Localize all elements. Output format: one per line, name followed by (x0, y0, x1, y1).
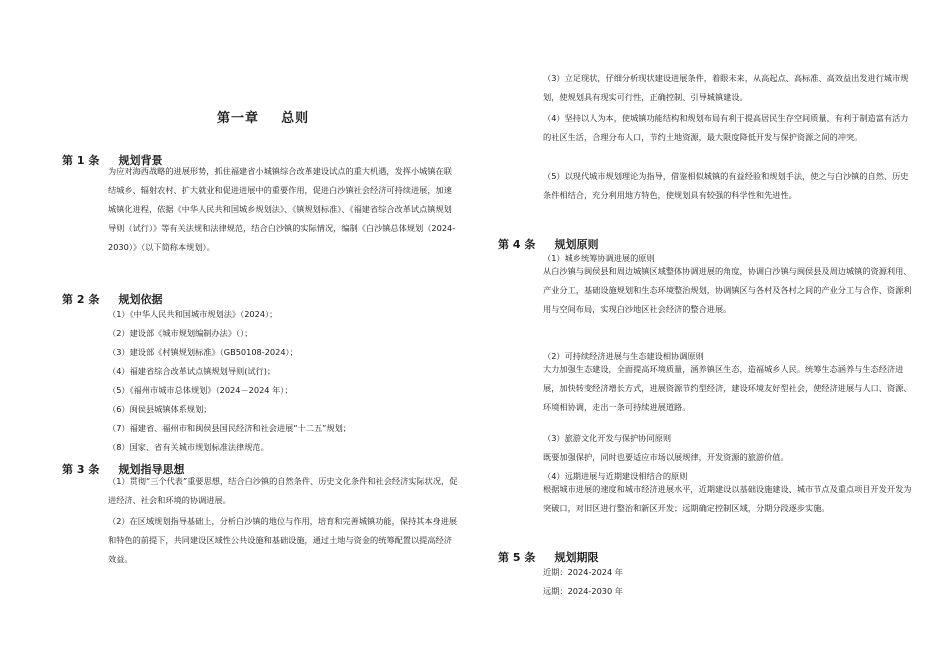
article-1-title: 第 1 条 规划背景 (62, 154, 163, 167)
article-3-title: 第 3 条 规划指导思想 (62, 463, 185, 476)
principle-heading: （1）城乡统筹协调进展的原则 (543, 253, 655, 263)
basis-item: （1）《中华人民共和国城市规划法》（2024）； (108, 309, 278, 319)
principle-text: 大力加强生态建设，全面提高环境质量，涵养镇区生态，造福城乡人民。统筹生态涵养与生态经济进展，加快转变经济增长方式，进展资源节约型经济，建设环境友好型社会，使经济进展与人口、资源、环境相协调，走出一条可持续进展道路。 (543, 364, 912, 412)
basis-item: （8）国家、省有关城市规划标准法律规范。 (108, 442, 269, 452)
basis-item: （6）闽侯县城镇体系规划； (108, 404, 212, 414)
basis-item: （5）《福州市城市总体规划》（2024－2024 年）； (108, 385, 293, 395)
principle-text: 根据城市进展的速度和城市经济进展水平，近期建设以基础设施建设、城市节点及重点项目开发开发为突破口，对旧区进行整治和新区开发；远期确定控制区域，分期分段逐步实施。 (543, 484, 912, 513)
long-term-period: 远期：2024-2030 年 (543, 586, 623, 596)
principle-heading: （4）远期进展与近期建设相结合的原则 (543, 471, 688, 481)
principle-text: 从白沙镇与闽侯县和周边城镇区域整体协调进展的角度，协调白沙镇与闽侯县及周边城镇的资源利用、产业分工，基础设施规划和生态环境整治规划，协调镇区与各村及各村之间的产业分工与合作、资源利用与空间布局，实现白沙地区社会经济的整合进展。 (543, 266, 912, 314)
article-1-text: 为应对海西战略的进展形势，抓住福建省小城镇综合改革建设试点的重大机遇，发挥小城镇在联结城乡、辐射农村、扩大就业和促进进展中的重要作用，促进白沙镇社会经济可持续进展，加速城镇化进程，依据《中华人民共和国城乡规划法》、《镇规划标准》、《福建省综合改革试点镇规划导则（试行）》等有关法规和法律规范，结合白沙镇的实际情况，编制《白沙镇总体规划（2024-2030）》（以下简称本规划）。 (108, 166, 456, 252)
article-2-title: 第 2 条 规划依据 (62, 293, 163, 306)
basis-item: （2）建设部《城市规划编制办法》（）； (108, 328, 253, 338)
article-3-para-3: （3）立足现状，仔细分析现状建设进展条件，着眼未来，从高起点、高标准、高效益出发进行城市规划，使规划具有现实可行性，正确控制、引导城镇建设。 (543, 73, 909, 102)
article-3-para-2: （2）在区域规划指导基础上，分析白沙镇的地位与作用，培育和完善城镇功能，保持其本身进展和特色的前提下，共同建设区域性公共设施和基础设施，通过土地与资金的统筹配置以提高经济效益。 (108, 516, 458, 564)
principle-heading: （3）旅游文化开发与保护协同原则 (543, 433, 672, 443)
article-3-para-5: （5）以现代城市规划理论为指导，借鉴相似城镇的有益经验和规划手法，使之与白沙镇的自然、历史条件相结合，充分利用地方特色，使规划具有较强的科学性和先进性。 (543, 171, 909, 200)
article-4-title: 第 4 条 规划原则 (498, 238, 599, 251)
basis-item: （7）福建省、福州市和闽侯县国民经济和社会进展“十二五”规划； (108, 423, 351, 433)
chapter-title: 第一章 总则 (217, 111, 310, 126)
basis-item: （4）福建省综合改革试点镇规划导则(试行)； (108, 366, 276, 376)
article-3-para-4: （4）坚持以人为本，使城镇功能结构和规划布局有利于提高居民生存空间质量，有利于制造富有活力的社区生活，合理分布人口，节约土地资源，最大限度降低开发与保护资源之间的冲突。 (543, 113, 909, 142)
near-term-period: 近期：2024-2024 年 (543, 567, 623, 577)
principle-text: 既要加强保护，同时也要适应市场以展规律，开发资源的旅游价值。 (543, 452, 789, 462)
article-5-title: 第 5 条 规划期限 (498, 551, 599, 564)
basis-item: （3）建设部《村镇规划标准》（GB50108-2024）； (108, 347, 298, 357)
principle-heading: （2）可持续经济进展与生态建设相协调原则 (543, 351, 704, 361)
article-3-para-1: （1）贯彻“三个代表”重要思想，结合白沙镇的自然条件、历史文化条件和社会经济实际状况，促进经济、社会和环境的协调进展。 (108, 476, 458, 505)
